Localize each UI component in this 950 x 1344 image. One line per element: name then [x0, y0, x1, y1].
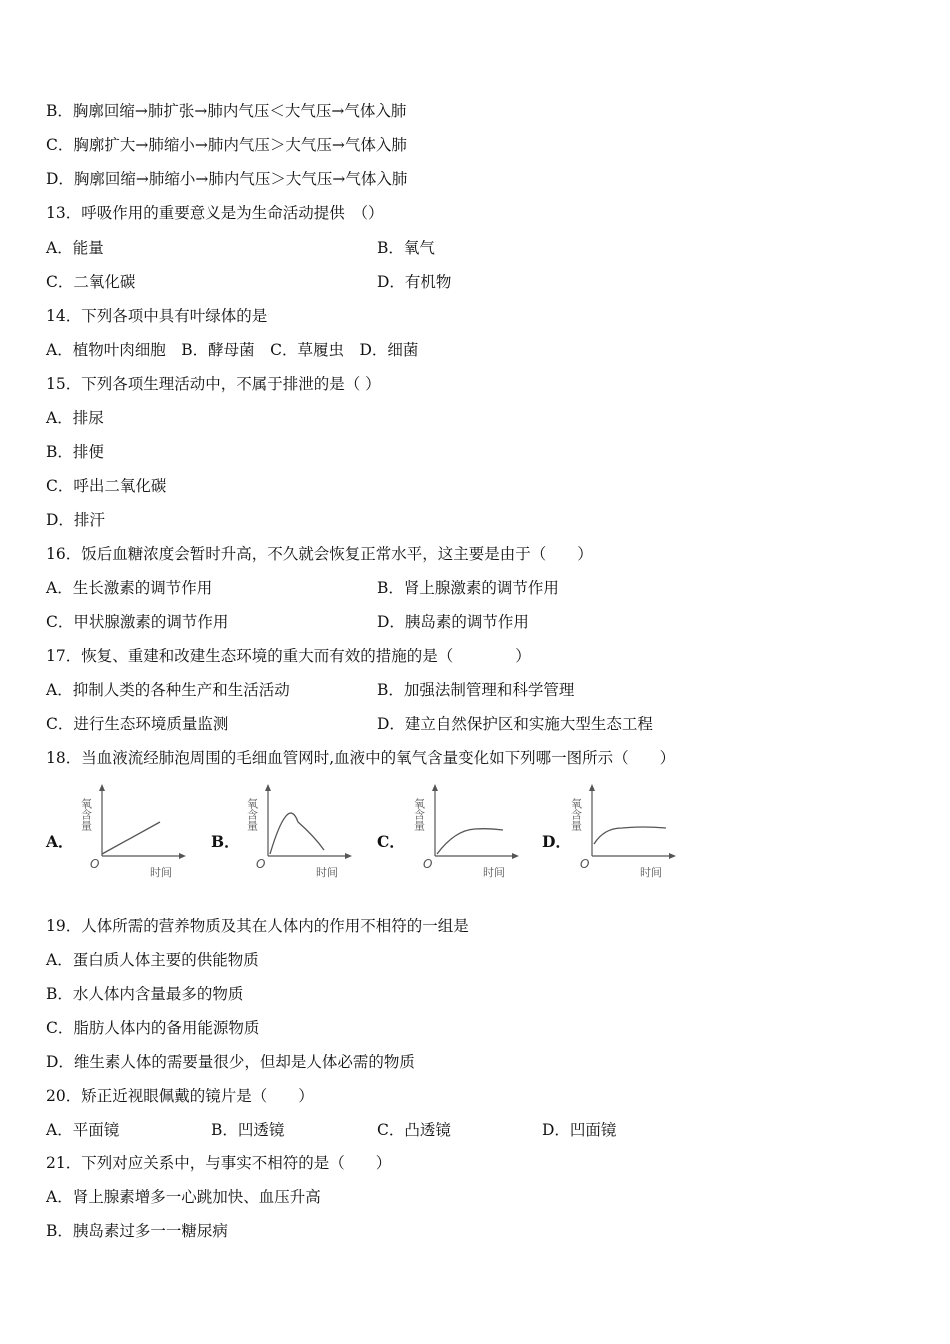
q18-graph-c-origin: O: [423, 857, 433, 871]
q12-option-d: D．胸廓回缩→肺缩小→肺内气压＞大气压→气体入肺: [46, 170, 408, 188]
q15-option-b: B．排便: [46, 443, 104, 461]
q14-options: A．植物叶肉细胞 B．酵母菌 C．草履虫 D．细菌: [46, 341, 419, 359]
q15-option-c: C．呼出二氧化碳: [46, 477, 167, 495]
q18-graph-a-xlabel: 时间: [150, 866, 172, 879]
q16-option-a: A．生长激素的调节作用: [46, 579, 213, 597]
q18-graph-c-ylabel: 氧含量: [412, 798, 426, 831]
q18-graph-d-xlabel: 时间: [640, 866, 662, 879]
q18-graph-c-xlabel: 时间: [483, 866, 505, 879]
q19-option-d: D．维生素人体的需要量很少，但却是人体必需的物质: [46, 1053, 415, 1071]
q17-option-a: A．抑制人类的各种生产和生活活动: [46, 681, 290, 699]
q18-label-b: B．: [211, 832, 240, 851]
q18-label-a: A．: [46, 832, 74, 851]
q21-stem: 21．下列对应关系中，与事实不相符的是（ ）: [46, 1154, 392, 1172]
q18-label-d: D．: [542, 832, 571, 851]
q18-graph-b-ylabel: 氧含量: [245, 798, 259, 831]
q18-graph-b-origin: O: [256, 857, 266, 871]
q12-option-b: B．胸廓回缩→肺扩张→肺内气压＜大气压→气体入肺: [46, 102, 407, 120]
q18-graph-c: [412, 784, 521, 882]
q12-option-c: C．胸廓扩大→肺缩小→肺内气压＞大气压→气体入肺: [46, 136, 407, 154]
q18-graph-b-xlabel: 时间: [316, 866, 338, 879]
q21-option-b: B．胰岛素过多一一糖尿病: [46, 1222, 228, 1240]
q19-option-c: C．脂肪人体内的备用能源物质: [46, 1019, 260, 1037]
q16-stem: 16．饭后血糖浓度会暂时升高，不久就会恢复正常水平，这主要是由于（ ）: [46, 545, 593, 563]
q18-label-c: C．: [377, 832, 405, 851]
q18-graph-d-origin: O: [580, 857, 590, 871]
q16-option-b: B．肾上腺激素的调节作用: [377, 579, 559, 597]
q21-option-a: A．肾上腺素增多一心跳加快、血压升高: [46, 1188, 321, 1206]
q18-graph-d-ylabel: 氧含量: [569, 798, 583, 831]
q19-option-a: A．蛋白质人体主要的供能物质: [46, 951, 259, 969]
q15-stem: 15．下列各项生理活动中，不属于排泄的是（ ）: [46, 375, 381, 393]
q19-stem: 19．人体所需的营养物质及其在人体内的作用不相符的一组是: [46, 917, 469, 935]
q13-option-b: B．氧气: [377, 239, 435, 257]
q14-stem: 14．下列各项中具有叶绿体的是: [46, 307, 268, 325]
q13-option-c: C．二氧化碳: [46, 273, 136, 291]
q16-option-d: D．胰岛素的调节作用: [377, 613, 529, 631]
q17-option-d: D．建立自然保护区和实施大型生态工程: [377, 715, 653, 733]
q17-option-c: C．进行生态环境质量监测: [46, 715, 229, 733]
q20-option-b: B．凹透镜: [211, 1121, 285, 1139]
q20-option-a: A．平面镜: [46, 1121, 120, 1139]
q17-option-b: B．加强法制管理和科学管理: [377, 681, 575, 699]
q18-stem: 18．当血液流经肺泡周围的毛细血管网时,血液中的氧气含量变化如下列哪一图所示（ ）: [46, 749, 676, 767]
q18-graph-b: [245, 784, 354, 882]
q19-option-b: B．水人体内含量最多的物质: [46, 985, 244, 1003]
q18-graph-a: [79, 784, 188, 882]
q20-option-c: C．凸透镜: [377, 1121, 451, 1139]
q20-stem: 20．矫正近视眼佩戴的镜片是（ ）: [46, 1087, 314, 1105]
q13-stem: 13．呼吸作用的重要意义是为生命活动提供 （）: [46, 204, 384, 222]
q15-option-d: D．排汗: [46, 511, 105, 529]
q16-option-c: C．甲状腺激素的调节作用: [46, 613, 229, 631]
q13-option-a: A．能量: [46, 239, 104, 257]
q17-stem: 17．恢复、重建和改建生态环境的重大而有效的措施的是（ ）: [46, 647, 531, 665]
q18-graph-d: [569, 784, 678, 882]
q20-option-d: D．凹面镜: [542, 1121, 617, 1139]
q18-graph-a-ylabel: 氧含量: [79, 798, 93, 831]
q18-graph-a-origin: O: [90, 857, 100, 871]
q15-option-a: A．排尿: [46, 409, 104, 427]
q13-option-d: D．有机物: [377, 273, 452, 291]
